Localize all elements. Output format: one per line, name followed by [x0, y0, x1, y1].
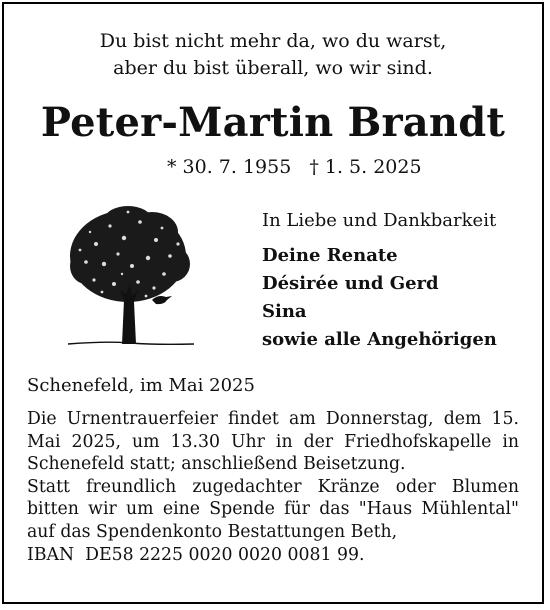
mourner-name: sowie alle Angehörigen: [262, 329, 497, 350]
motto-line-2: aber du bist überall, wo wir sind.: [113, 57, 433, 79]
funeral-line: Die Urnentrauerfeier findet am Donnerstag, dem 15.: [27, 409, 519, 429]
birth-date: * 30. 7. 1955: [167, 156, 292, 178]
donation-line: bitten wir um eine Spende für das "Haus Mühlental": [27, 499, 519, 520]
mourner-name: Désirée und Gerd: [262, 273, 439, 294]
motto-line-1: Du bist nicht mehr da, wo du warst,: [99, 30, 447, 52]
tree-with-bird-icon: [66, 204, 196, 350]
donation-line: Statt freundlich zugedachter Kränze oder Blumen: [27, 476, 519, 497]
deceased-name: Peter-Martin Brandt: [40, 99, 506, 146]
life-dates: [167, 155, 422, 179]
place-and-date: Schenefeld, im Mai 2025: [27, 375, 255, 396]
funeral-details: [27, 408, 519, 566]
mourner-name: Sina: [262, 301, 307, 322]
mourner-name: Deine Renate: [262, 245, 398, 266]
death-date: † 1. 5. 2025: [309, 156, 422, 178]
obituary-notice: [2, 2, 544, 604]
mourners-intro: In Liebe und Dankbarkeit: [262, 210, 497, 231]
donation-line: auf das Spendenkonto Bestattungen Beth,: [27, 521, 398, 542]
funeral-line: Schenefeld statt; anschließend Beisetzung.: [27, 454, 406, 475]
iban-line: IBAN DE58 2225 0020 0020 0081 99.: [27, 544, 365, 565]
funeral-line: Mai 2025, um 13.30 Uhr in der Friedhofskapelle in: [27, 431, 519, 452]
